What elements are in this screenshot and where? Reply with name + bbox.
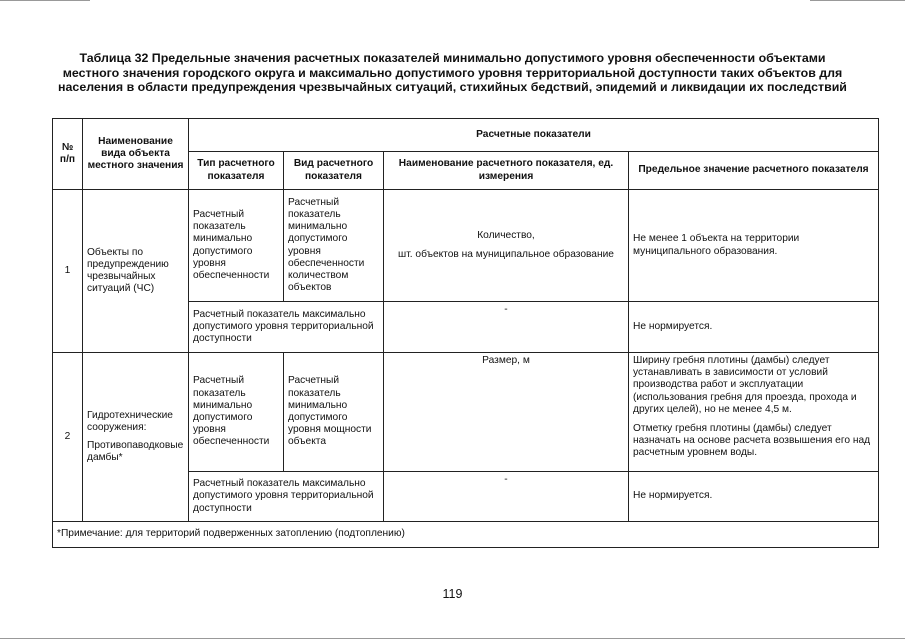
- row1-access-name: -: [384, 302, 629, 353]
- row2-name: Размер, м: [384, 353, 629, 472]
- row2-object-line1: Гидротехнические сооружения:: [87, 409, 173, 433]
- row2-limit-p1: Ширину гребня плотины (дамбы) следует устанавливать в зависимости от условий производства работ и эксплуатации (использования гребня для проезда, прохода и других целей), но не менее 4,5 м.: [633, 355, 857, 415]
- header-kind: Вид расчетного показателя: [284, 152, 384, 190]
- table-note: *Примечание: для территорий подверженных затоплению (подтоплению): [53, 522, 879, 548]
- row2-limit: [629, 353, 879, 472]
- row2-limit-p2: Отметку гребня плотины (дамбы) следует назначать на основе расчета возвышения его над расчетным уровнем воды.: [633, 423, 871, 459]
- row1-num: 1: [53, 190, 83, 353]
- row1-name-line2: шт. объектов на муниципальное образование: [398, 248, 614, 260]
- top-right-scan-line: [810, 0, 905, 1]
- row2-type: Расчетный показатель минимально допустимого уровня обеспеченности: [189, 353, 284, 472]
- header-indicators: Расчетные показатели: [189, 119, 879, 152]
- row1-access-label: Расчетный показатель максимально допустимого уровня территориальной доступности: [189, 302, 384, 353]
- row1-limit: Не менее 1 объекта на территории муниципального образования.: [629, 190, 879, 302]
- header-name-unit: Наименование расчетного показателя, ед. измерения: [384, 152, 629, 190]
- row1-object: Объекты по предупреждению чрезвычайных ситуаций (ЧС): [83, 190, 189, 353]
- header-type: Тип расчетного показателя: [189, 152, 284, 190]
- indicators-table: [52, 118, 879, 548]
- row2-object-line2: Противопаводковые дамбы*: [87, 440, 184, 464]
- header-object: Наименование вида объекта местного значения: [83, 119, 189, 190]
- row1-type: Расчетный показатель минимально допустимого уровня обеспеченности: [189, 190, 284, 302]
- row2-access-label: Расчетный показатель максимально допустимого уровня территориальной доступности: [189, 472, 384, 522]
- bottom-scan-line: [0, 638, 905, 639]
- row2-access-limit: Не нормируется.: [629, 472, 879, 522]
- page-number: 119: [442, 587, 463, 601]
- table-row: [53, 190, 879, 302]
- row2-kind: Расчетный показатель минимально допустимого уровня мощности объекта: [284, 353, 384, 472]
- row1-kind: Расчетный показатель минимально допустимого уровня обеспеченности количеством объектов: [284, 190, 384, 302]
- row1-name-line1: Количество,: [477, 230, 535, 242]
- row2-object: [83, 353, 189, 522]
- row2-num: 2: [53, 353, 83, 522]
- header-num: № п/п: [53, 119, 83, 190]
- table-row: [53, 353, 879, 472]
- note-row: [53, 522, 879, 548]
- row1-name-unit: [384, 190, 629, 302]
- top-left-scan-line: [0, 0, 90, 1]
- row1-access-limit: Не нормируется.: [629, 302, 879, 353]
- header-row-1: [53, 119, 879, 152]
- row2-access-name: -: [384, 472, 629, 522]
- header-limit: Предельное значение расчетного показателя: [629, 152, 879, 190]
- table-title: Таблица 32 Предельные значения расчетных показателей минимально допустимого уровня обеспеченности объектами местного значения городского округа и максимально допустимого уровня территориальной доступности таких объектов для населения в области предупреждения чрезвычайных ситуаций, стихийных бедствий, эпидемий и ликвидации их последствий: [58, 51, 847, 94]
